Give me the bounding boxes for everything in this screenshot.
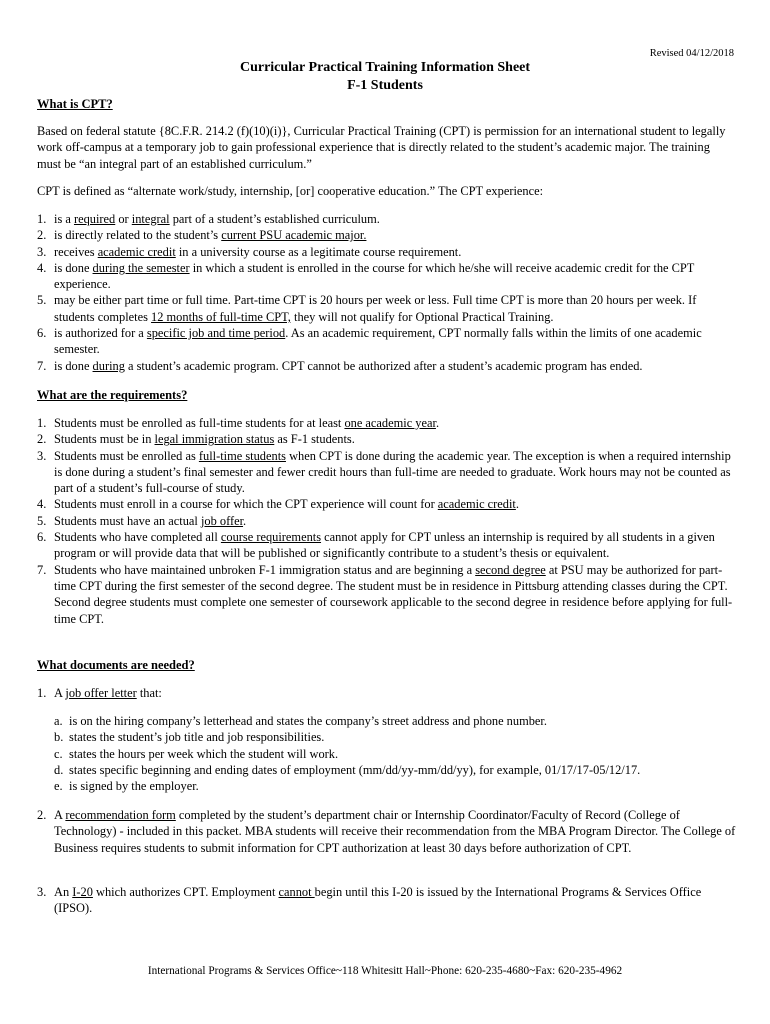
- documents-item-2: [37, 807, 739, 856]
- list-item: 7. Students who have maintained unbroken F-1 immigration status and are beginning a second degree at PSU may be authorized for part-time CPT during the first semester of the second degree. The student must be in residence in Pittsburg attending classes during the CPT. Second degree students must complete one semester of coursework applicable to the second degree in residence before applying for full-time CPT.: [37, 562, 733, 626]
- list-item: 1. A job offer letter that:: [37, 686, 162, 700]
- list-item: 2. is directly related to the student’s current PSU academic major.: [37, 228, 367, 243]
- page-footer: International Programs & Services Office~118 Whitesitt Hall~Phone: 620-235-4680~Fax: 620-235-4962: [147, 965, 623, 977]
- document-subtitle: F-1 Students: [347, 78, 423, 93]
- list-item: 1. is a required or integral part of a student’s established curriculum.: [37, 212, 380, 226]
- list-item: 3. Students must be enrolled as full-time students when CPT is done during the academic year. The exception is when a required internship is done during a student’s final semester and fewer credit hours than full-time are needed to graduate. Work hours may not be counted as part of a student’s full-course of study.: [37, 448, 731, 496]
- job-offer-letter-sublist: [54, 713, 734, 794]
- sub-list-item: e. is signed by the employer.: [54, 779, 199, 794]
- document-title: Curricular Practical Training Information Sheet: [239, 60, 531, 75]
- list-item: 1. Students must be enrolled as full-time students for at least one academic year.: [37, 416, 440, 430]
- list-item: 5. Students must have an actual job offer.: [37, 513, 247, 528]
- list-item: 4. Students must enroll in a course for which the CPT experience will count for academic credit.: [37, 497, 519, 512]
- list-item: 7. is done during a student’s academic program. CPT cannot be authorized after a student’s academic program has ended.: [37, 358, 643, 373]
- revised-date: Revised 04/12/2018: [649, 48, 734, 59]
- list-item: 6. Students who have completed all course requirements cannot apply for CPT unless an internship is required by all students in a given program or will provide data that will be published or significantly contribute to a student’s thesis or equivalent.: [37, 530, 715, 561]
- requirements-list: [37, 415, 739, 627]
- sub-list-item: d. states specific beginning and ending dates of employment (mm/dd/yy-mm/dd/yy), for example, 01/17/17-05/12/17.: [54, 762, 641, 777]
- documents-item-3: [37, 884, 739, 917]
- cpt-experience-intro: CPT is defined as “alternate work/study, internship, [or] cooperative education.” The CPT experience:: [37, 184, 544, 198]
- list-item: 3. An I-20 which authorizes CPT. Employment cannot begin until this I-20 is issued by the International Programs & Services Office (IPSO).: [37, 885, 702, 916]
- list-item: 2. Students must be in legal immigration status as F-1 students.: [37, 432, 355, 447]
- sub-list-item: a. is on the hiring company’s letterhead and states the company’s street address and phone number.: [54, 714, 547, 728]
- heading-what-is-cpt: What is CPT?: [37, 97, 113, 111]
- documents-item-1: [37, 685, 739, 701]
- list-item: 4. is done during the semester in which a student is enrolled in the course for which he/she will receive academic credit for the CPT experience.: [37, 260, 695, 292]
- cpt-experience-list: [37, 211, 739, 374]
- list-item: 2. A recommendation form completed by the student’s department chair or Internship Coordinator/Faculty of Record (College of Technology) - included in this packet. MBA students will receive their recommendation from the MBA Program Director. The College of Business requires students to submit information for CPT authorization at least 30 days before authorization of CPT.: [37, 808, 736, 855]
- list-item: 6. is authorized for a specific job and time period. As an academic requirement, CPT normally falls within the limits of one academic semester.: [37, 326, 702, 357]
- heading-requirements: What are the requirements?: [37, 388, 188, 402]
- sub-list-item: c. states the hours per week which the student will work.: [54, 746, 339, 761]
- list-item: 3. receives academic credit in a university course as a legitimate course requirement.: [37, 244, 462, 259]
- list-item: 5. may be either part time or full time. Part-time CPT is 20 hours per week or less. Full time CPT is more than 20 hours per week. If students completes 12 months of full-time CPT, they will not qualify for Optional Practical Training.: [37, 293, 697, 324]
- cpt-definition-paragraph: Based on federal statute {8C.F.R. 214.2 (f)(10)(i)}, Curricular Practical Training (CPT) is permission for an international student to legally work off-campus at a temporary job to gain professional experience that is directly related to the student’s academic major. The training must be “an integral part of an established curriculum.”: [37, 124, 726, 171]
- heading-documents: What documents are needed?: [37, 658, 195, 672]
- sub-list-item: b. states the student’s job title and job responsibilities.: [54, 730, 325, 745]
